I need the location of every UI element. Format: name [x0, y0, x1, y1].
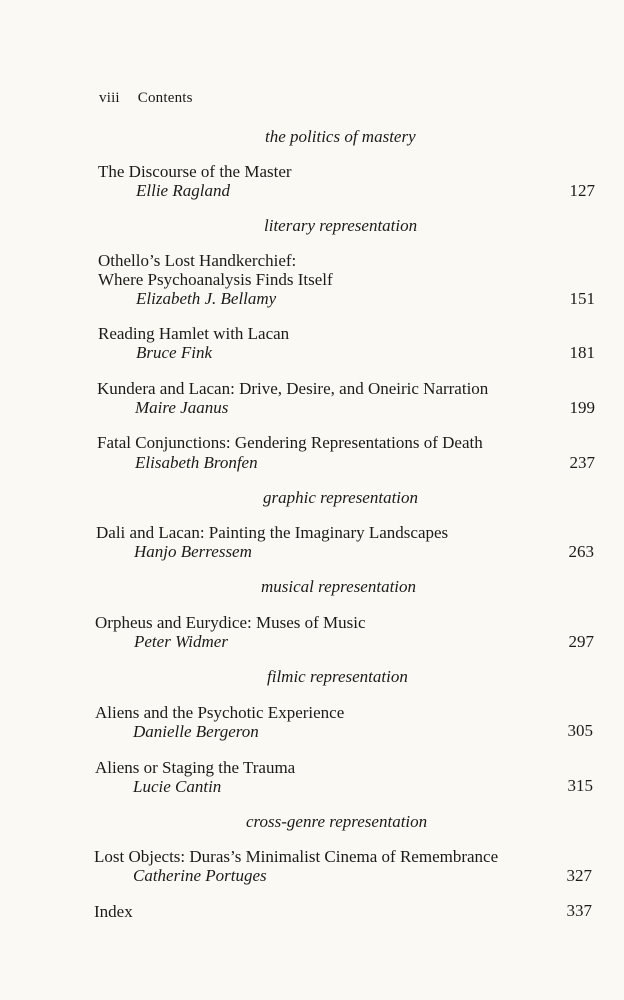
- entry-author: Catherine Portuges: [133, 866, 267, 885]
- entry-author: Lucie Cantin: [133, 777, 222, 796]
- entry-author: Elizabeth J. Bellamy: [136, 289, 277, 308]
- index-page-number: 337: [566, 901, 592, 920]
- section-heading-musical: musical representation: [261, 577, 417, 596]
- entry-page-number: 327: [566, 866, 592, 885]
- entry-title: Aliens and the Psychotic Experience: [95, 703, 345, 722]
- entry-author: Ellie Ragland: [136, 181, 230, 200]
- entry-author: Elisabeth Bronfen: [135, 453, 258, 472]
- section-heading-cross-genre: cross-genre representation: [246, 812, 428, 831]
- entry-title: Orpheus and Eurydice: Muses of Music: [95, 613, 366, 632]
- entry-author: Danielle Bergeron: [133, 722, 259, 741]
- running-title: Contents: [137, 90, 193, 106]
- entry-page-number: 305: [567, 721, 593, 740]
- entry-title: Kundera and Lacan: Drive, Desire, and Oneiric Narration: [97, 379, 489, 398]
- entry-page-number: 237: [569, 453, 595, 472]
- running-head: [99, 90, 193, 107]
- entry-author: Peter Widmer: [134, 632, 228, 651]
- entry-title: Aliens or Staging the Trauma: [95, 758, 296, 777]
- entry-author: Hanjo Berressem: [134, 542, 252, 561]
- entry-page-number: 315: [567, 776, 593, 795]
- index-label: Index: [94, 902, 133, 921]
- entry-title: The Discourse of the Master: [98, 162, 292, 181]
- entry-page-number: 297: [568, 632, 594, 651]
- entry-author: Maire Jaanus: [135, 398, 229, 417]
- page-folio: viii: [99, 90, 120, 106]
- section-heading-literary: literary representation: [264, 216, 418, 235]
- entry-page-number: 263: [568, 542, 594, 561]
- entry-page-number: 199: [569, 398, 595, 417]
- section-heading-politics-of-mastery: the politics of mastery: [265, 127, 416, 146]
- entry-title: Fatal Conjunctions: Gendering Representations of Death: [97, 433, 483, 452]
- entry-title: Lost Objects: Duras’s Minimalist Cinema of Remembrance: [94, 847, 499, 866]
- entry-page-number: 151: [569, 289, 595, 308]
- entry-title: Reading Hamlet with Lacan: [98, 324, 290, 343]
- entry-page-number: 127: [569, 181, 595, 200]
- entry-page-number: 181: [569, 343, 595, 362]
- section-heading-filmic: filmic representation: [267, 667, 408, 686]
- entry-title: Othello’s Lost Handkerchief:: [98, 251, 297, 270]
- entry-title: Dali and Lacan: Painting the Imaginary Landscapes: [96, 523, 449, 542]
- section-heading-graphic: graphic representation: [263, 488, 419, 507]
- entry-author: Bruce Fink: [136, 343, 212, 362]
- entry-title-continued: Where Psychoanalysis Finds Itself: [98, 270, 333, 289]
